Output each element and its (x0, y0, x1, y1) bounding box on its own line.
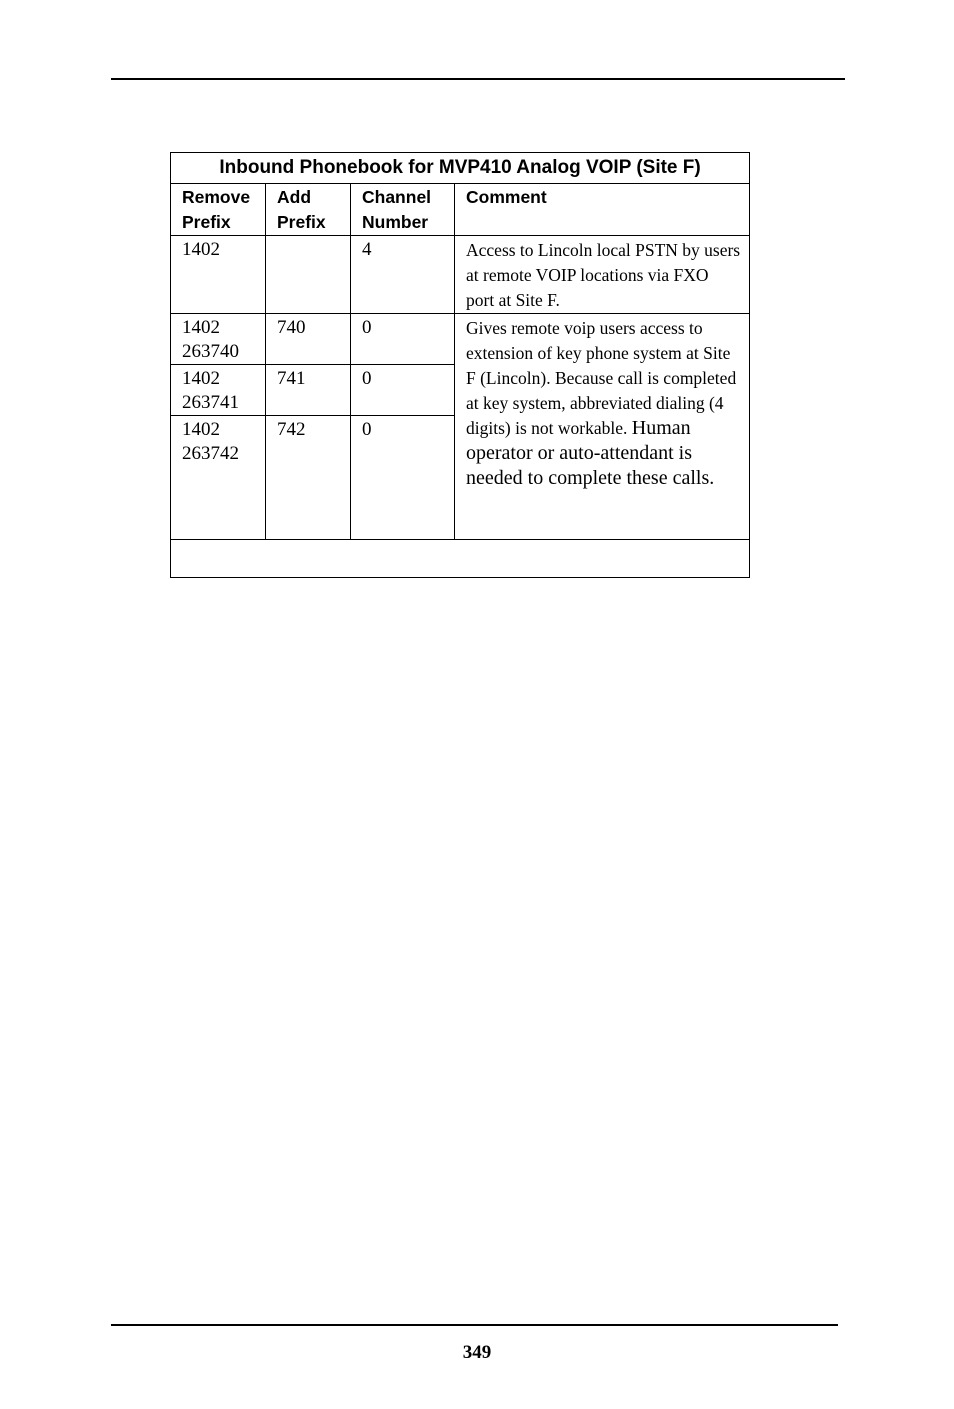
header-remove-prefix: Remove Prefix (171, 184, 266, 236)
table-header-row (171, 184, 750, 236)
comment-cell: Access to Lincoln local PSTN by users at remote VOIP locations via FXO port at Site F. (455, 236, 750, 314)
footer-rule (111, 1324, 838, 1326)
remove-prefix-cell: 1402 263741 (171, 365, 266, 416)
header-add-prefix: Add Prefix (266, 184, 351, 236)
add-prefix-cell: 740 (266, 314, 351, 365)
empty-cell (171, 540, 750, 578)
table-title: Inbound Phonebook for MVP410 Analog VOIP (Site F) (171, 153, 750, 184)
channel-cell: 0 (351, 365, 455, 416)
remove-prefix-cell: 1402 263740 (171, 314, 266, 365)
channel-cell: 0 (351, 314, 455, 365)
channel-cell: 0 (351, 416, 455, 540)
remove-prefix-cell: 1402 (171, 236, 266, 314)
add-prefix-cell (266, 236, 351, 314)
table-empty-row (171, 540, 750, 578)
table-row (171, 236, 750, 314)
header-rule (111, 78, 845, 80)
inbound-phonebook-table (170, 152, 750, 578)
add-prefix-cell: 742 (266, 416, 351, 540)
comment-cell-merged: Gives remote voip users access to extension of key phone system at Site F (Lincoln). Because call is completed at key system, abbreviated dialing (4 digits) is not workable. Human operator or auto-attendant is needed to complete these calls. (455, 314, 750, 540)
table-row (171, 314, 750, 365)
header-comment: Comment (455, 184, 750, 236)
add-prefix-cell: 741 (266, 365, 351, 416)
remove-prefix-cell: 1402 263742 (171, 416, 266, 540)
table-title-row (171, 153, 750, 184)
header-channel-number: Channel Number (351, 184, 455, 236)
page-number: 349 (462, 1342, 492, 1363)
channel-cell: 4 (351, 236, 455, 314)
